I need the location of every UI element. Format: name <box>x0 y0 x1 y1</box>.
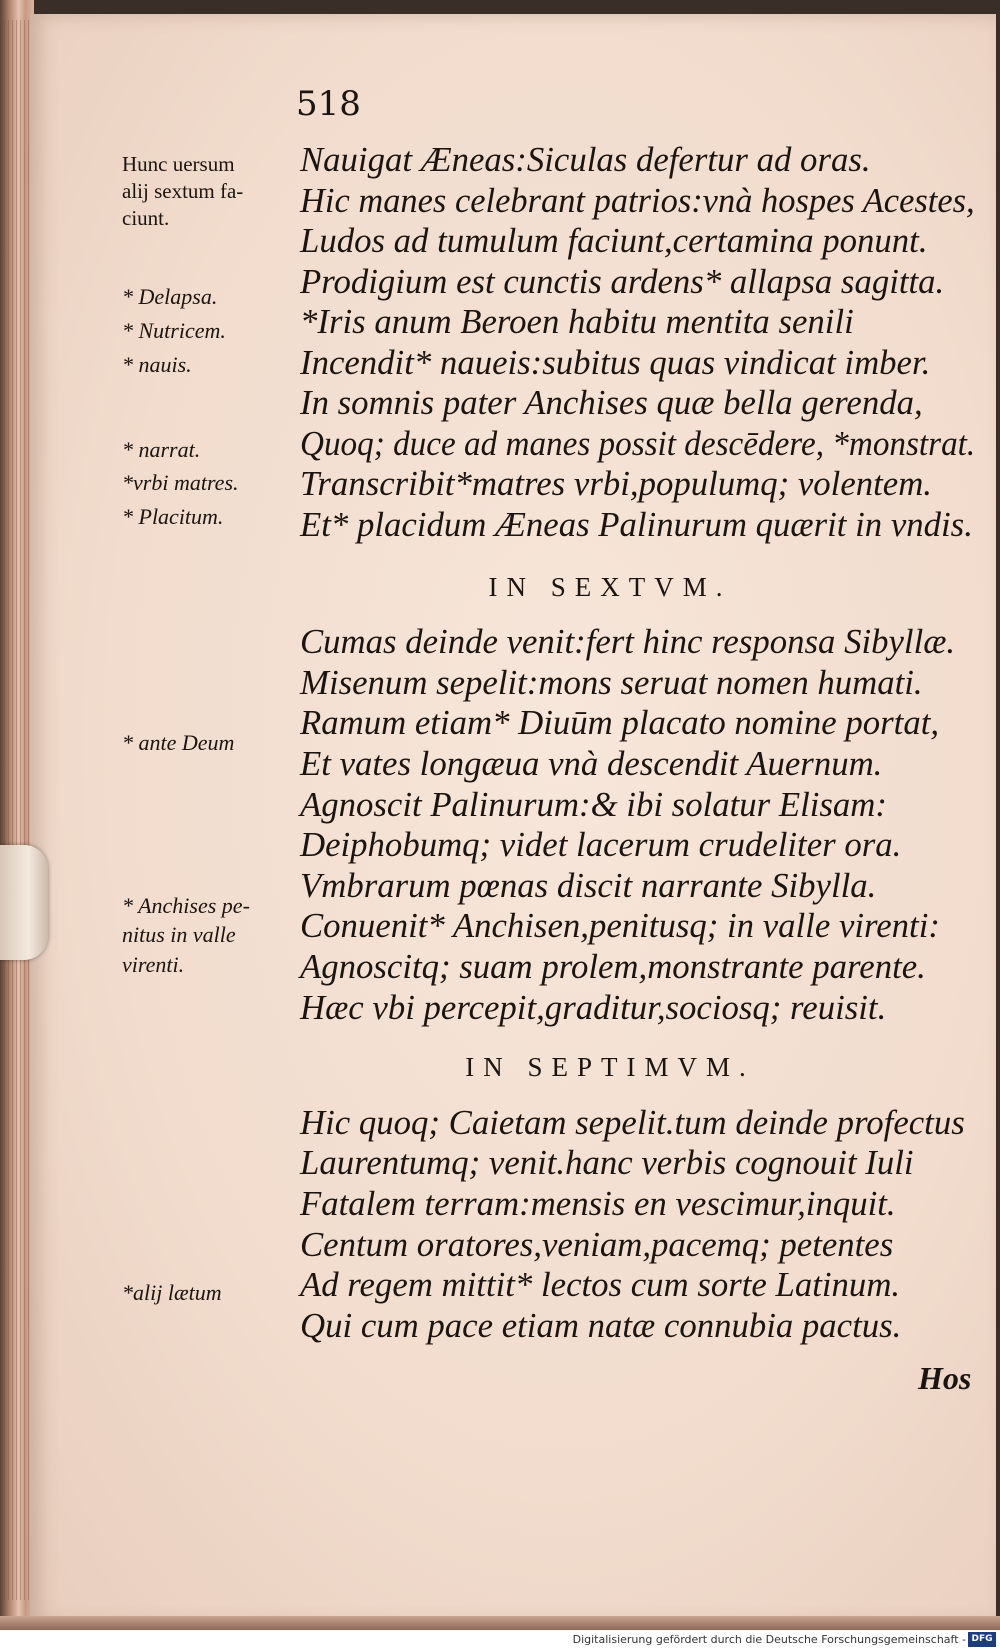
verse-line: Hic quoq; Caietam sepelit.tum deinde profectus <box>300 1103 965 1142</box>
verse-line: Fatalem terram:mensis en vescimur,inquit. <box>300 1184 896 1223</box>
margin-note: ciunt. <box>122 206 170 230</box>
verse-line: Vmbrarum pœnas discit narrante Sibylla. <box>300 866 877 905</box>
verse-line: Quoq; duce ad manes possit descēdere, *monstrat. <box>300 424 976 463</box>
verse-line: Conuenit* Anchisen,penitusq; in valle virenti: <box>300 906 940 945</box>
page-edges <box>4 20 30 1600</box>
dfg-logo: DFG <box>968 1632 996 1647</box>
verse-line: Agnoscit Palinurum:& ibi solatur Elisam: <box>300 785 887 824</box>
catchword: Hos <box>918 1360 972 1396</box>
verse-line: Ad regem mittit* lectos cum sorte Latinum. <box>300 1265 901 1304</box>
verse-line: Laurentumq; venit.hanc verbis cognouit Iuli <box>300 1143 914 1182</box>
margin-note: * narrat. <box>122 437 201 462</box>
margin-note: Hunc uersum <box>122 152 235 176</box>
section-heading-septimum: IN SEPTIMVM. <box>465 1052 755 1082</box>
book-clip <box>0 845 48 960</box>
footer-credit: Digitalisierung gefördert durch die Deutsche Forschungsgemeinschaft - <box>572 1633 966 1646</box>
margin-note: * Nutricem. <box>122 318 226 343</box>
verse-line: Et* placidum Æneas Palinurum quærit in vndis. <box>300 505 973 544</box>
verse-line: Centum oratores,veniam,pacemq; petentes <box>300 1225 894 1264</box>
margin-note: *vrbi matres. <box>122 470 239 495</box>
verse-line: Et vates longæua vnà descendit Auernum. <box>300 744 883 783</box>
margin-note: alij sextum fa- <box>122 179 244 203</box>
margin-note: nitus in valle <box>122 922 236 947</box>
verse-line: Misenum sepelit:mons seruat nomen humati. <box>300 663 923 702</box>
margin-note: * Anchises pe- <box>122 893 250 918</box>
verse-line: Transcribit*matres vrbi,populumq; volentem. <box>300 464 932 503</box>
verse-line: Nauigat Æneas:Siculas defertur ad oras. <box>300 140 871 179</box>
verse-line: Hic manes celebrant patrios:vnà hospes Acestes, <box>300 181 975 220</box>
verse-line: In somnis pater Anchises quæ bella gerenda, <box>300 383 923 422</box>
book-fore-edge <box>0 0 34 1651</box>
page-number: 518 <box>296 84 361 124</box>
verse-line: Cumas deinde venit:fert hinc responsa Sibyllæ. <box>300 622 956 661</box>
digitization-footer <box>0 1630 1000 1651</box>
verse-line: *Iris anum Beroen habitu mentita senili <box>300 302 854 341</box>
verse-line: Prodigium est cunctis ardens* allapsa sagitta. <box>300 262 945 301</box>
verse-line: Ramum etiam* Diuūm placato nomine portat, <box>300 703 940 742</box>
verse-line: Qui cum pace etiam natæ connubia pactus. <box>300 1306 902 1345</box>
margin-note: * Placitum. <box>122 504 224 529</box>
margin-note: *alij lætum <box>122 1280 222 1305</box>
verse-line: Hæc vbi percepit,graditur,sociosq; reuisit. <box>300 988 887 1027</box>
book-bottom-edge <box>0 1616 1000 1630</box>
verse-line: Incendit* naueis:subitus quas vindicat imber. <box>300 343 931 382</box>
margin-note: * Delapsa. <box>122 284 218 309</box>
verse-line: Agnoscitq; suam prolem,monstrante parente. <box>300 947 926 986</box>
margin-note: * nauis. <box>122 352 192 377</box>
section-heading-sextum: IN SEXTVM. <box>488 572 732 602</box>
verse-line: Deiphobumq; videt lacerum crudeliter ora. <box>300 825 902 864</box>
margin-note: * ante Deum <box>122 730 235 755</box>
verse-line: Ludos ad tumulum faciunt,certamina ponunt. <box>300 221 928 260</box>
margin-note: virenti. <box>122 952 185 977</box>
